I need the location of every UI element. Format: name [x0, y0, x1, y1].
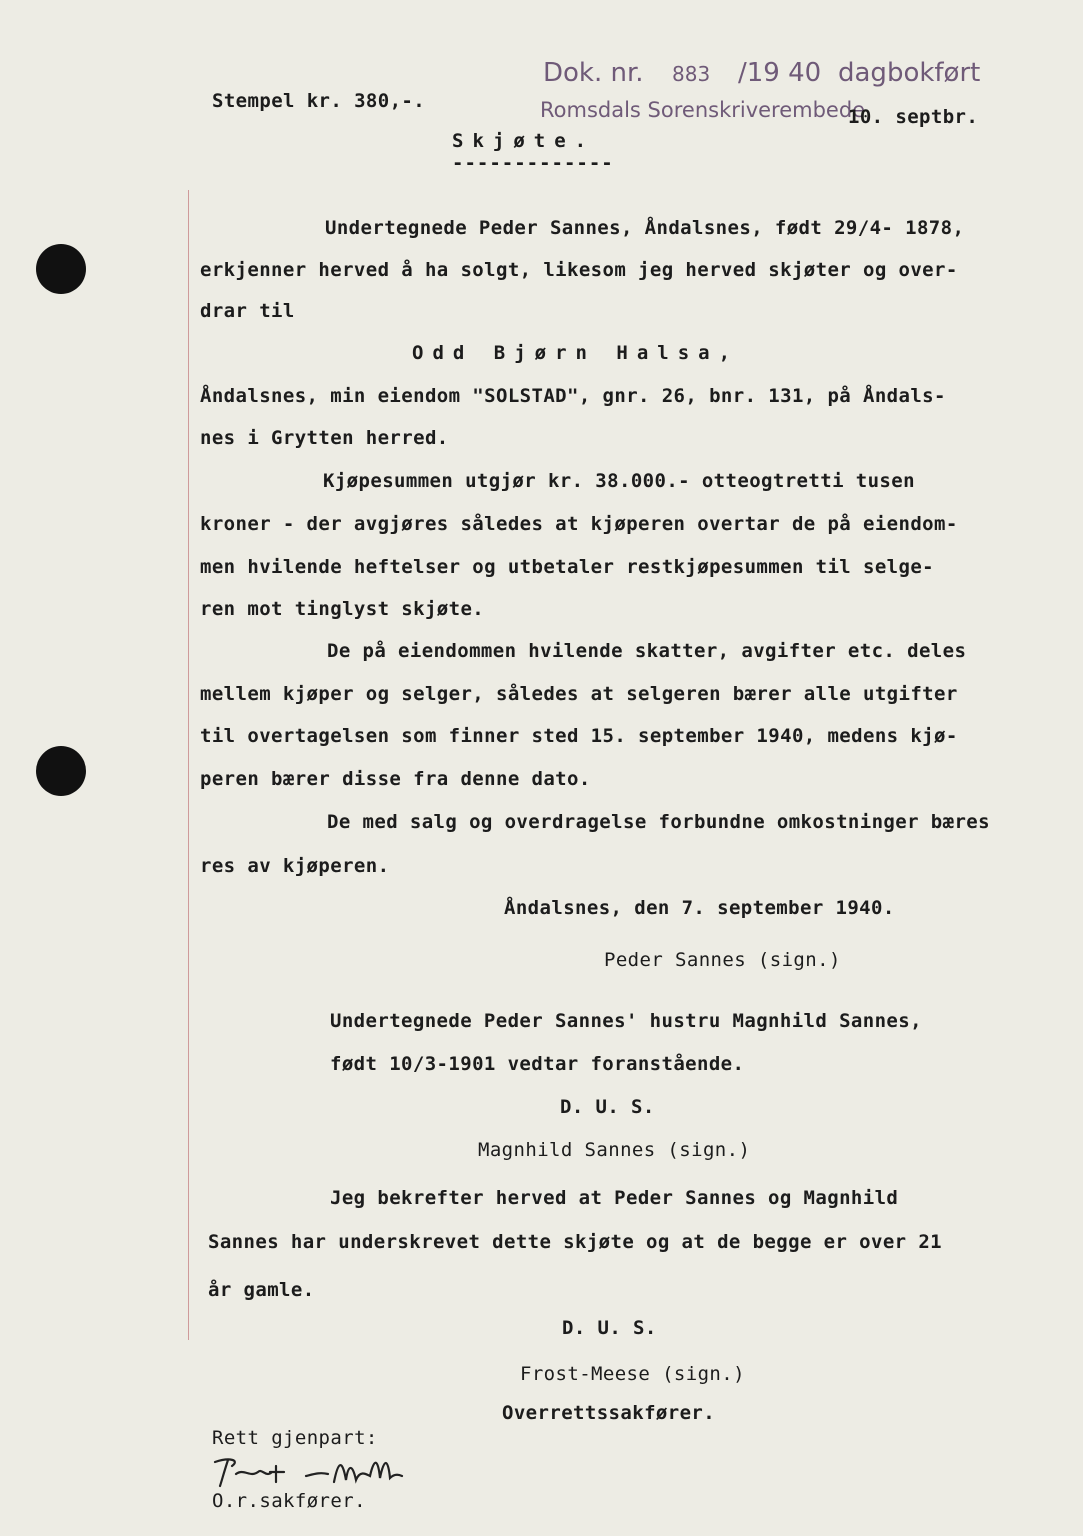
body-line: De med salg og overdragelse forbundne omkostninger bæres	[327, 811, 990, 833]
handwritten-signature	[210, 1452, 410, 1492]
body-line: til overtagelsen som finner sted 15. september 1940, medens kjø-	[200, 725, 958, 747]
body-line: mellem kjøper og selger, således at selgeren bærer alle utgifter	[200, 683, 958, 705]
place-date: Åndalsnes, den 7. september 1940.	[504, 897, 895, 919]
body-line: peren bærer disse fra denne dato.	[200, 768, 591, 790]
stamp-number: 883	[672, 62, 711, 86]
stamp-dagbokfort: dagbokført	[838, 58, 981, 88]
punch-hole	[36, 746, 86, 796]
true-copy-label: Rett gjenpart:	[212, 1427, 378, 1449]
lawyer-abbrev: O.r.sakfører.	[212, 1490, 366, 1512]
lawyer-title: Overrettssakfører.	[502, 1402, 716, 1424]
body-line: år gamle.	[208, 1279, 315, 1301]
body-line: men hvilende heftelser og utbetaler restkjøpesummen til selge-	[200, 556, 935, 578]
signature-line: Peder Sannes (sign.)	[604, 949, 841, 971]
stamp-tax: Stempel kr. 380,-.	[212, 90, 426, 112]
punch-hole	[36, 244, 86, 294]
body-line: kroner - der avgjøres således at kjøperen overtar de på eiendom-	[200, 513, 958, 535]
body-line: drar til	[200, 300, 295, 322]
body-line: Sannes har underskrevet dette skjøte og at de begge er over 21	[208, 1231, 943, 1253]
body-line: res av kjøperen.	[200, 855, 390, 877]
body-line: Undertegnede Peder Sannes' hustru Magnhild Sannes,	[330, 1010, 922, 1032]
stamp-office: Romsdals Sorenskriverembede,	[540, 98, 872, 122]
body-line: ren mot tinglyst skjøte.	[200, 598, 485, 620]
body-line: erkjenner herved å ha solgt, likesom jeg herved skjøter og over-	[200, 259, 958, 281]
body-line: nes i Grytten herred.	[200, 427, 449, 449]
body-line: Kjøpesummen utgjør kr. 38.000.- otteogtretti tusen	[323, 470, 915, 492]
body-line: De på eiendommen hvilende skatter, avgifter etc. deles	[327, 640, 967, 662]
margin-line	[188, 190, 189, 1340]
body-line: Undertegnede Peder Sannes, Åndalsnes, født 29/4- 1878,	[325, 217, 965, 239]
stamp-year: /19 40	[738, 58, 822, 88]
buyer-name: Odd Bjørn Halsa,	[412, 342, 740, 364]
dus-mark: D. U. S.	[560, 1096, 655, 1118]
stamp-dok-label: Dok. nr.	[543, 58, 644, 88]
signature-line: Magnhild Sannes (sign.)	[478, 1139, 751, 1161]
body-line: født 10/3-1901 vedtar foranstående.	[330, 1053, 745, 1075]
dus-mark: D. U. S.	[562, 1317, 657, 1339]
document-title: Skjøte.	[452, 130, 596, 152]
body-line: Jeg bekrefter herved at Peder Sannes og Magnhild	[330, 1187, 899, 1209]
body-line: Åndalsnes, min eiendom "SOLSTAD", gnr. 26, bnr. 131, på Åndals-	[200, 385, 946, 407]
stamp-date: 10. septbr.	[848, 106, 979, 128]
title-rule: -------------	[452, 152, 614, 174]
signature-line: Frost-Meese (sign.)	[520, 1363, 745, 1385]
